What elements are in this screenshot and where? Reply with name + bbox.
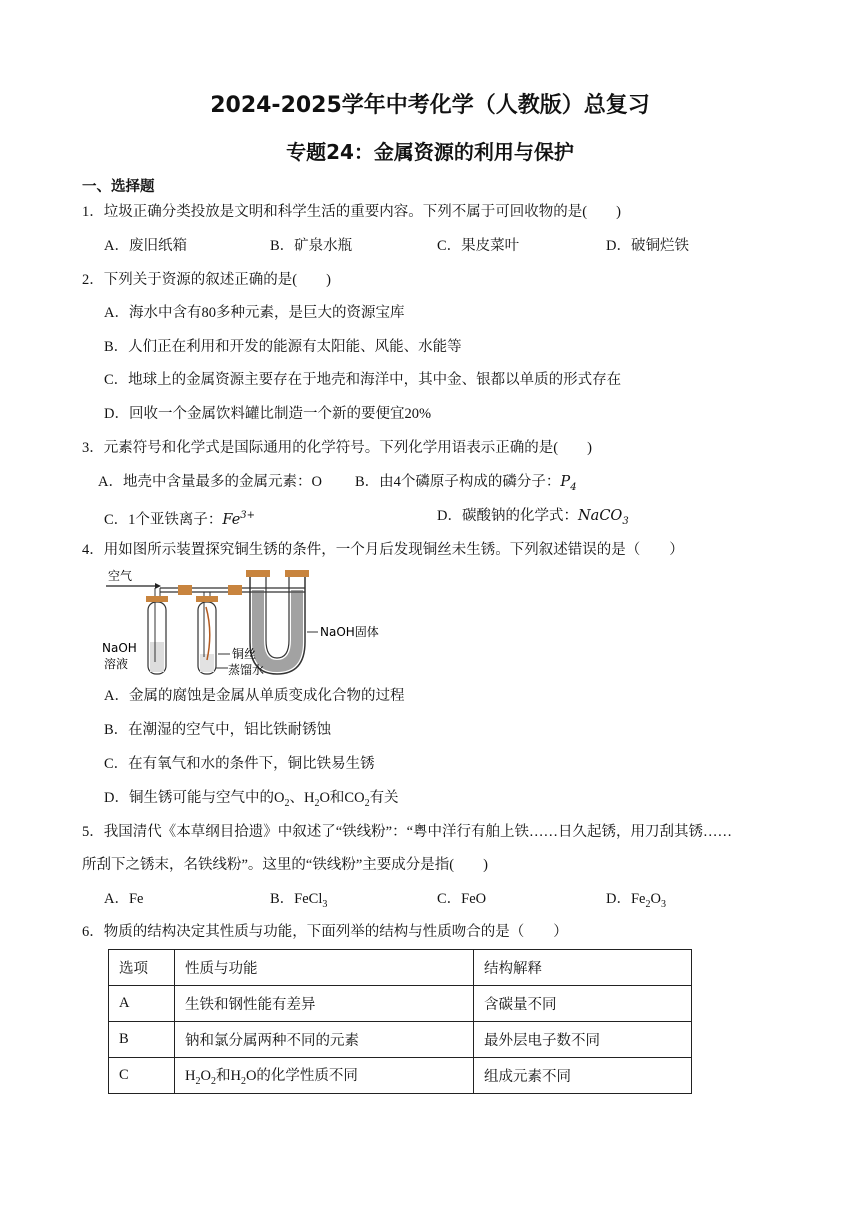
question-2-option-a: A．海水中含有80多种元素，是巨大的资源宝库 [104,305,405,321]
label-air: 空气 [108,569,133,583]
question-3-option-a: A．地壳中含量最多的金属元素：O [98,474,322,490]
question-5-line-1: 5．我国清代《本草纲目拾遗》中叙述了“铁线粉”：“粤中洋行有舶上铁……日久起锈，用刀刮其锈…… [82,824,733,840]
question-5-option-b: B．FeCl$_3$ [270,891,328,910]
question-1-option-a: A．废旧纸箱 [104,238,187,254]
question-3-option-c: C．1个亚铁离子：$Fe^{3+}$ [104,510,256,528]
document-title: 2024-2025学年中考化学（人教版）总复习 [210,93,650,118]
label-copper-wire: 铜丝 [232,647,257,661]
question-6-table [108,949,692,1094]
question-5-line-2: 所刮下之锈末，名铁线粉”。这里的“铁线粉”主要成分是指( ) [82,857,488,873]
table-cell: A [109,986,175,1022]
question-1-option-c: C．果皮菜叶 [437,238,520,254]
question-4-stem: 4．用如图所示装置探究铜生锈的条件，一个月后发现铜丝未生锈。下列叙述错误的是（ ） [82,542,684,558]
table-cell: 生铁和钢性能有差异 [175,986,474,1022]
table-header-cell: 结构解释 [474,950,692,986]
label-naoh-solid: NaOH固体 [320,625,379,639]
question-5-option-a: A．Fe [104,891,144,907]
table-row [109,1058,692,1094]
table-cell: B [109,1022,175,1058]
naoh-solid-fill [252,590,303,672]
question-4-option-d: D．铜生锈可能与空气中的$O_2$、$H_2O$和$CO_2$有关 [104,790,399,809]
table-header-cell: 选项 [109,950,175,986]
stopper-2 [196,596,218,602]
copper-wire [206,607,210,660]
table-row [109,1022,692,1058]
table-header-row [109,950,692,986]
question-2-stem: 2．下列关于资源的叙述正确的是( ) [82,272,331,288]
question-5-option-d: D．$Fe_2O_3$ [606,891,666,910]
table-cell: 组成元素不同 [474,1058,692,1094]
stopper-1 [146,596,168,602]
table-row [109,986,692,1022]
table-cell: 钠和氯分属两种不同的元素 [175,1022,474,1058]
table-cell: 最外层电子数不同 [474,1022,692,1058]
table-header-cell: 性质与功能 [175,950,474,986]
table-cell: $H_2O_2$和$H_2O$的化学性质不同 [175,1058,474,1094]
label-distilled-water: 蒸馏水 [228,663,265,677]
label-naoh-solution-1: NaOH [102,641,137,655]
question-1-stem: 1．垃圾正确分类投放是文明和科学生活的重要内容。下列不属于可回收物的是( ) [82,204,621,220]
section-heading: 一、选择题 [82,179,155,195]
question-4-option-b: B．在潮湿的空气中，铝比铁耐锈蚀 [104,722,332,738]
table-cell: 含碳量不同 [474,986,692,1022]
question-3-option-b: B．由4个磷原子构成的磷分子：$P_4$ [355,474,577,493]
question-1-option-b: B．矿泉水瓶 [270,238,353,254]
question-5-option-c: C．FeO [437,891,487,907]
document-subtitle: 专题24：金属资源的利用与保护 [286,140,574,164]
question-2-option-c: C．地球上的金属资源主要存在于地壳和海洋中，其中金、银都以单质的形式存在 [104,372,622,388]
question-2-option-d: D．回收一个金属饮料罐比制造一个新的要便宜20% [104,406,432,422]
question-3-stem: 3．元素符号和化学式是国际通用的化学符号。下列化学用语表示正确的是( ) [82,440,592,456]
question-1-option-d: D．破铜烂铁 [606,238,689,254]
label-naoh-solution-2: 溶液 [104,657,129,671]
copper-rust-apparatus-diagram [100,562,400,682]
question-4-option-c: C．在有氧气和水的条件下，铜比铁易生锈 [104,756,375,772]
question-4-option-a: A．金属的腐蚀是金属从单质变成化合物的过程 [104,688,405,704]
table-cell: C [109,1058,175,1094]
question-3-option-d: D．碳酸钠的化学式：NaCO$_3$ [437,508,629,527]
question-2-option-b: B．人们正在利用和开发的能源有太阳能、风能、水能等 [104,339,462,355]
question-6-stem: 6．物质的结构决定其性质与功能，下面列举的结构与性质吻合的是（ ） [82,924,568,940]
